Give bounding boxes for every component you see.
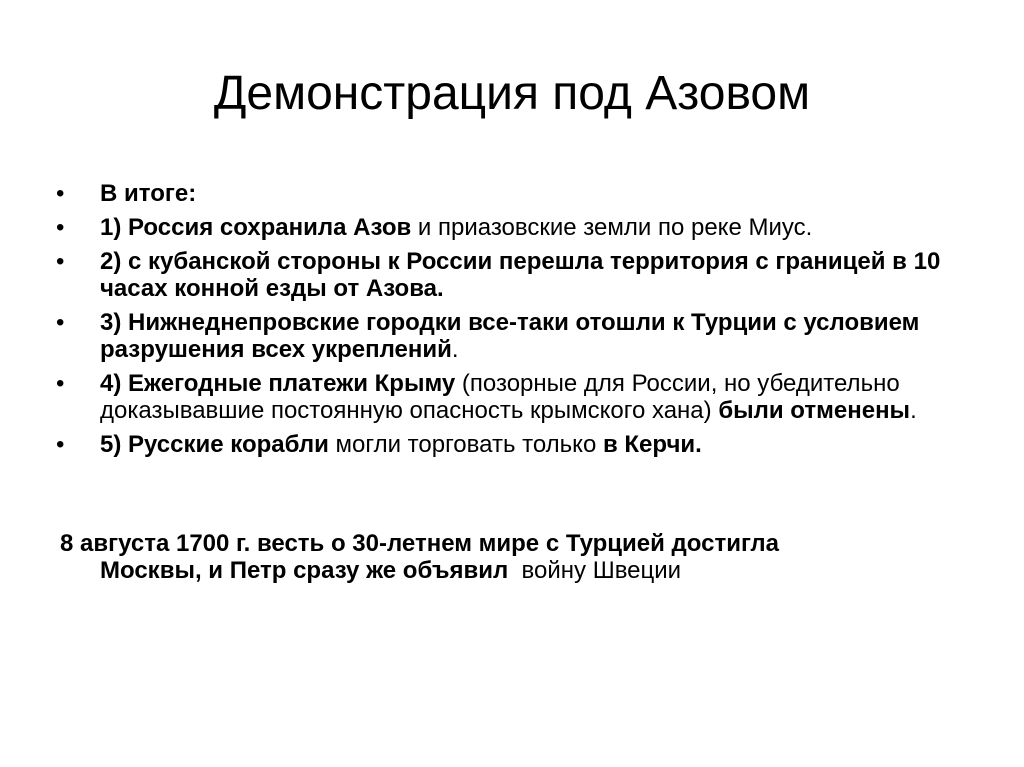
bullet-text-bold: 1) Россия сохранила Азов: [100, 214, 412, 241]
bullet-text: (позорные для России, но убедительно доказывавшие постоянную опасность крымского хана): [100, 370, 900, 424]
slide-title: Демонстрация под Азовом: [213, 67, 811, 120]
bullet-icon: •: [56, 309, 65, 336]
bullet-text: В итоге:: [100, 180, 197, 207]
bullet-text: могли торговать только: [328, 431, 603, 458]
bullet-icon: •: [56, 431, 65, 458]
footer-line-1: 8 августа 1700 г. весть о 30-летнем мире с Турцией достигла: [60, 530, 779, 557]
footer-line-2: [60, 557, 980, 584]
footer-line-2-normal: войну Швеции: [508, 557, 682, 584]
bullet-item-ships: [56, 431, 976, 458]
bullet-icon: •: [56, 214, 65, 241]
bullet-text-bold: 4) Ежегодные платежи Крыму: [100, 370, 456, 397]
bullet-item-dnieper: [56, 309, 976, 363]
bullet-text-bold: 3) Нижнеднепровские городки все-таки отошли к Турции с условием разрушения всех укреплений: [100, 309, 920, 363]
bullet-text-bold: 2) с кубанской стороны к России перешла территория с границей в 10 часах конной езды от Азова.: [100, 248, 941, 302]
bullet-text: и приазовские земли по реке Миус.: [411, 214, 813, 241]
bullet-text-bold: в Керчи.: [602, 431, 702, 458]
bullet-text-bold: 5) Русские корабли: [100, 431, 329, 458]
bullet-icon: •: [56, 370, 65, 397]
bullet-text: .: [910, 397, 917, 424]
bullet-text: .: [451, 336, 459, 363]
bullet-list: [56, 180, 976, 465]
bullet-item-payments: [56, 370, 976, 424]
bullet-icon: •: [56, 248, 65, 275]
bullet-icon: •: [56, 180, 65, 207]
footer-line-2-bold: Москвы, и Петр сразу же объявил: [100, 557, 509, 584]
footer-paragraph: [60, 530, 980, 584]
bullet-item-azov: [56, 214, 976, 241]
bullet-text-bold: были отменены: [718, 397, 911, 424]
bullet-item-kuban: [56, 248, 976, 302]
bullet-item-summary: [56, 180, 976, 207]
